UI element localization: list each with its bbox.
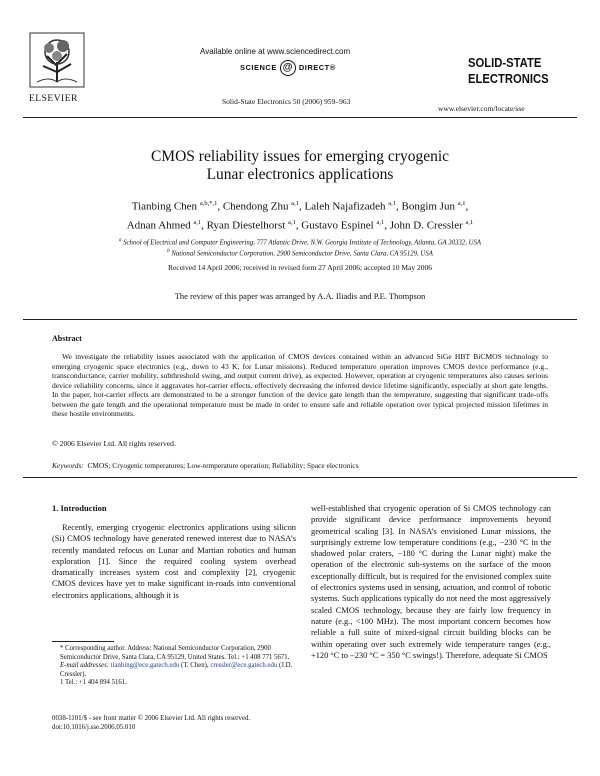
- author-sup: a,1: [288, 218, 296, 226]
- title-line1: CMOS reliability issues for emerging cryogenic: [150, 148, 450, 165]
- sd-logo-right: DIRECT®: [298, 62, 336, 72]
- review-note: The review of this paper was arranged by A.A. Iliadis and P.E. Thompson: [174, 291, 426, 301]
- received-dates: Received 14 April 2006; received in revised form 27 April 2006; accepted 10 May 2006: [167, 263, 433, 272]
- header-rule: [23, 117, 577, 118]
- author-sup: a,b,*,1: [199, 200, 218, 207]
- author: Laleh Najafizadeh: [304, 200, 386, 213]
- journal-url[interactable]: www.elsevier.com/locate/sse: [438, 104, 525, 113]
- available-online-text: Available online at www.sciencedirect.com: [200, 47, 351, 56]
- copyright: © 2006 Elsevier Ltd. All rights reserved.: [52, 439, 176, 448]
- journal-name-line2: ELECTRONICS: [468, 72, 549, 86]
- email-link-chen[interactable]: tianbing@ece.gatech.edu: [110, 662, 180, 670]
- author: Ryan Diestelhorst: [206, 219, 286, 232]
- author-sup: a,1: [376, 218, 385, 226]
- author: Gustavo Espinel: [301, 219, 374, 232]
- author: John D. Cressler: [389, 219, 463, 232]
- issn-line: 0038-1101/$ - see front matter © 2006 Elsevier Ltd. All rights reserved.: [52, 715, 251, 722]
- elsevier-tree-logo-icon: [29, 32, 85, 88]
- author-sup: a,1: [193, 218, 202, 226]
- footnote-rule: [52, 641, 114, 642]
- author: Adnan Ahmed: [126, 219, 191, 232]
- author-sup: a,1: [457, 200, 466, 207]
- corresponding-author-note: * Corresponding author. Address: National Semiconductor Corporation, 2900 Semiconductor Drive, Santa Clara, CA 95129, United States. Tel.: +1 408 771 5671.: [60, 645, 290, 661]
- publisher-name: ELSEVIER: [29, 94, 78, 104]
- journal-reference: Solid-State Electronics 50 (2006) 959–963: [222, 97, 351, 106]
- author-sup: a,1: [291, 200, 300, 207]
- abstract-heading: Abstract: [52, 334, 82, 343]
- author: Tianbing Chen: [131, 200, 198, 213]
- keywords-list: CMOS; Cryogenic temperatures; Low-temperature operation; Reliability; Space electronics: [87, 461, 359, 470]
- article-title: [100, 148, 500, 184]
- author: Bongim Jun: [401, 200, 455, 213]
- sd-logo-left: SCIENCE: [240, 62, 277, 72]
- sciencedirect-logo: [240, 60, 336, 76]
- affiliation-a: $^a$ School of Electrical and Computer Engineering, 777 Atlantic Drive, N.W. Georgia Institute of Technology, Atlanta, GA 30332, USA: [118, 238, 482, 247]
- affiliation-b: $^b$ National Semiconductor Corporation, 2900 Semiconductor Drive, Santa Clara, CA 95129, USA: [167, 249, 433, 258]
- email-note: E-mail addresses: tianbing@ece.gatech.edu (T. Chen), cressler@ece.gatech.edu (J.D. Cressler).: [60, 662, 293, 678]
- author: Chendong Zhu: [222, 200, 289, 213]
- abstract-bottom-rule: [23, 477, 577, 478]
- section-heading: 1. Introduction: [52, 503, 107, 513]
- keywords: [52, 461, 359, 470]
- email-link-cressler[interactable]: cressler@ece.gatech.edu: [210, 662, 278, 670]
- intro-right-column: well-established that cryogenic operation of Si CMOS technology can provide significant device performance improvements beyond geometrical scaling [3]. In NASA’s envisioned Lunar missions, the surprisingly extreme low temperature conditions (e.g., −230 °C in the shadowed polar craters, −180 °C during the Lunar night) make the operation of the electronic sub-systems on the surface of the moon exceptionally difficult, but is required for the envisioned complex suite of electronics systems used in sensing, actuation, and control of robotic systems. Such applications typically do not need the most aggressively scaled CMOS technology, because they are fairly low frequency in nature (e.g., <100 MHz). The most important concern becomes how reliable a full suite of mixed-signal circuit building blocks can be within operating over such extremely wide temperature ranges (e.g., +120 °C to −230 °C = 350 °C swings!). Therefore, adequate Si CMOS: [311, 504, 551, 660]
- issn-block: [52, 714, 250, 732]
- at-icon: @: [280, 60, 296, 76]
- affiliations: [60, 236, 540, 259]
- intro-left-column: Recently, emerging cryogenic electronics applications using silicon (Si) CMOS technology have generated renewed interest due to NASA’s recently mandated refocus on Lunar and Martian robotics and human exploration [1]. Since the required cooling system overhead dramatically increases system cost and complexity [2], cryogenic CMOS devices have yet to make significant in-roads into conventional electronics applications, although it is: [52, 523, 296, 600]
- journal-name-line1: SOLID-STATE: [468, 56, 542, 70]
- doi-line[interactable]: doi:10.1016/j.sse.2006.05.010: [52, 724, 136, 731]
- author-list: Tianbing Chen $^{a,b,*,1}$, Chendong Zhu $^{a,1}$, Laleh Najafizadeh $^{a,1}$, Bongim Jun $^{a,1}$, Adnan Ahmed $^{a,1}$, Ryan Diestelhorst $^{a,1}$, Gustavo Espinel $^{a,1}$, John D. Cressler $^{a,1}$: [126, 200, 474, 232]
- author-sup: a,1: [465, 218, 474, 226]
- abstract-text: We investigate the reliability issues associated with the application of CMOS devices contained within an advanced SiGe HBT BiCMOS technology to emerging cryogenic space electronics (e.g., down to 43 K, for Lunar missions). Reduced temperature operation improves CMOS device performance (e.g., transconductance, carrier mobility, subthreshold swing, and output current drive), as expected. However, operation at cryogenic temperatures also causes serious device reliability concerns, since it aggravates hot-carrier effects, effectively decreasing the inferred device lifetime significantly, especially at short gate lengths. In the paper, hot-carrier effects are demonstrated to be a stronger function of the device gate length than the temperature, suggesting that significant trade-offs between the gate length and the operational temperature must be made in order to ensure safe and reliable operation over typical projected mission lifetimes in these hostile environments.: [52, 352, 548, 418]
- tel-note: 1 Tel.: +1 404 894 5161.: [60, 679, 127, 687]
- author-sup: a,1: [388, 200, 396, 207]
- title-line2: Lunar electronics applications: [206, 166, 394, 183]
- abstract-top-rule: [23, 319, 577, 320]
- footnotes: [52, 645, 296, 688]
- keywords-label: Keywords:: [52, 461, 84, 470]
- journal-name: [468, 55, 563, 87]
